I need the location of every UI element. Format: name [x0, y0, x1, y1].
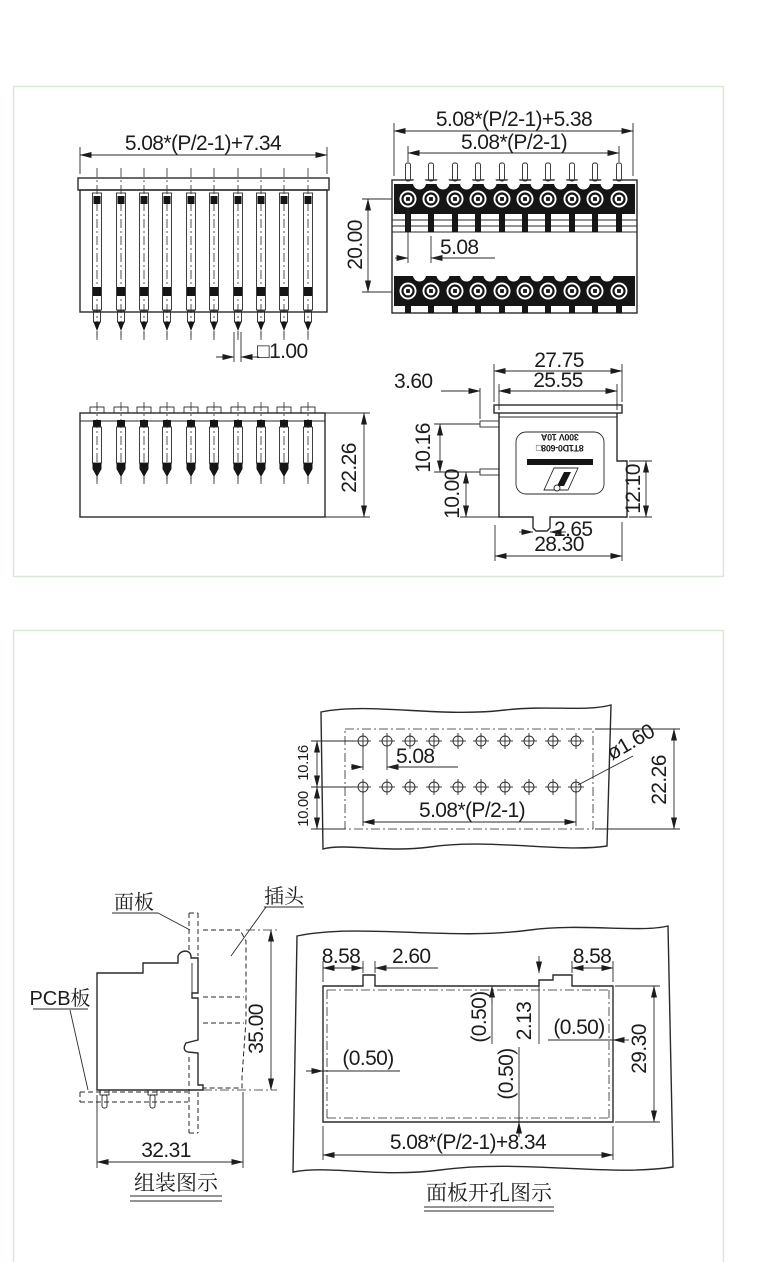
dim-row-gap: 10.16 — [295, 745, 312, 781]
pin — [93, 168, 102, 340]
clearance-bottom: (0.50) — [495, 1048, 518, 1100]
dim-pcb-height: 22.26 — [648, 755, 671, 805]
dim-assembly-width: 32.31 — [141, 1139, 191, 1162]
solder-pins — [100, 1090, 157, 1108]
front-view — [78, 132, 329, 363]
dim-pin-spacing: 10.16 — [412, 423, 435, 473]
panel-2-frame — [14, 631, 724, 1262]
pin — [304, 168, 313, 340]
drill-holes — [355, 733, 584, 795]
pin — [257, 168, 266, 340]
brand-logo-icon — [544, 468, 578, 491]
pin — [117, 168, 126, 340]
pin — [210, 168, 219, 340]
panel-1-frame — [14, 87, 724, 577]
label-rating: 300V 10A — [541, 432, 579, 442]
dim-pin-square: □1.00 — [257, 340, 308, 363]
dim-cutout-span: 5.08*(P/2-1)+8.34 — [389, 1131, 547, 1154]
pin — [163, 168, 172, 340]
brand-wordmark — [527, 459, 593, 465]
pcb-board-outline — [321, 705, 611, 849]
dim-cutout-left: 8.58 — [321, 945, 361, 968]
dim-front-width: 5.08*(P/2-1)+7.34 — [124, 132, 282, 155]
dim-plan-inner: 5.08*(P/2-1) — [460, 131, 568, 154]
dim-hole-diameter: ø1.60 — [603, 719, 659, 766]
dim-cutout-right: 8.58 — [572, 945, 612, 968]
dim-cutout-height: 29.30 — [628, 1024, 651, 1074]
dim-bottom-width: 28.30 — [534, 533, 584, 556]
dim-notch-width: 2.60 — [392, 945, 431, 968]
dim-end-top-width: 27.75 — [534, 349, 584, 372]
dim-end-body-width: 25.55 — [533, 369, 583, 392]
dim-hole-span: 5.08*(P/2-1) — [418, 799, 526, 822]
clearance-top: (0.50) — [468, 991, 491, 1043]
clearance-left: (0.50) — [342, 1047, 394, 1070]
pin — [234, 168, 243, 340]
dim-right-height: 12.10 — [622, 464, 645, 514]
connector-body-outline — [97, 951, 203, 1090]
dim-row-pitch: 20.00 — [344, 220, 367, 270]
product-label — [516, 432, 604, 494]
plug-dashed — [203, 930, 246, 1088]
assembly-caption: 组装图示 — [134, 1172, 218, 1195]
dim-hole-pitch: 5.08 — [396, 745, 435, 768]
dim-assembly-height: 35.00 — [245, 1004, 268, 1054]
label-panel: 面板 — [114, 892, 154, 914]
dim-pin-offset: 3.60 — [394, 370, 433, 393]
side-view — [80, 402, 370, 517]
label-pcb: PCB板 — [29, 988, 91, 1010]
dim-tab-width: 2.65 — [554, 518, 593, 541]
panel-cutout-view — [293, 926, 673, 1211]
dim-lower-height: 10.00 — [441, 469, 464, 519]
pcb-drill-view — [295, 705, 680, 849]
face-panel-dashed — [189, 913, 198, 1133]
pin — [187, 168, 196, 340]
pin — [140, 168, 149, 340]
label-model: 8T1D0-608□ — [536, 443, 584, 453]
pin — [280, 168, 289, 340]
assembly-view — [29, 885, 305, 1201]
dim-side-height: 22.26 — [338, 443, 361, 493]
dim-plan-outer: 5.08*(P/2-1)+5.38 — [435, 108, 593, 131]
pcb-dashed — [80, 1092, 188, 1102]
end-view — [394, 349, 652, 561]
plan-view — [344, 108, 637, 313]
dim-pitch: 5.08 — [440, 236, 479, 259]
cutout-caption: 面板开孔图示 — [426, 1182, 552, 1205]
label-plug: 插头 — [264, 886, 304, 908]
dim-step: 2.13 — [513, 1001, 536, 1041]
dim-bottom-gap: 10.00 — [295, 791, 312, 827]
terminal-stems — [405, 213, 622, 232]
clearance-right: (0.50) — [553, 1016, 605, 1039]
